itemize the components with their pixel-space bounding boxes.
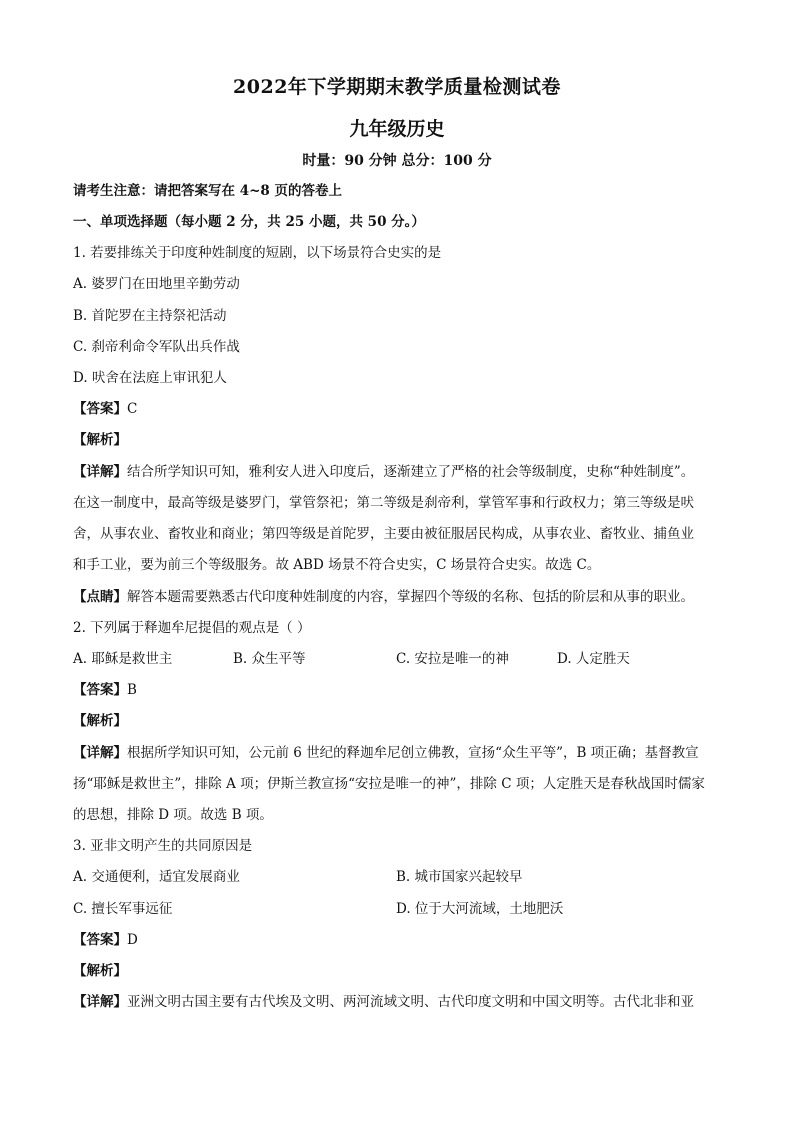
- q2-answer: [73, 681, 733, 699]
- q1-option-b: B. 首陀罗在主持祭祀活动: [73, 308, 227, 324]
- answer-tag: 【答案】: [73, 401, 127, 417]
- q1-option-a: A. 婆罗门在田地里辛勤劳动: [73, 276, 240, 292]
- q2-detail-2: 扬“耶稣是救世主”，排除 A 项；伊斯兰教宣扬“安拉是唯一的神”，排除 C 项；人定胜天是春秋战国时儒家: [73, 776, 705, 792]
- detail-tag: 【详解】: [73, 994, 127, 1010]
- q3-option-a: A. 交通便利，适宜发展商业: [73, 869, 240, 885]
- q1-detail-3: 舍，从事农业、畜牧业和商业；第四等级是首陀罗，主要由被征服居民构成，从事农业、畜牧业、捕鱼业: [73, 526, 694, 542]
- q3-option-b: B. 城市国家兴起较早: [396, 869, 523, 885]
- q1-detail-4: 和手工业，要为前三个等级服务。故 ABD 场景不符合史实，C 场景符合史实。故选 C。: [73, 557, 601, 573]
- q2-option-c: C. 安拉是唯一的神: [396, 651, 509, 667]
- q1-stem: 1. 若要排练关于印度种姓制度的短剧，以下场景符合史实的是: [73, 245, 442, 261]
- q2-detail-1: [73, 744, 733, 762]
- q3-detail-1: [73, 993, 733, 1011]
- q1-option-d: D. 吠舍在法庭上审讯犯人: [73, 370, 227, 386]
- exam-meta: 时量：90 分钟 总分：100 分: [302, 153, 492, 169]
- q2-stem: 2. 下列属于释迦牟尼提倡的观点是（ ）: [73, 620, 311, 636]
- section-heading: 一、单项选择题（每小题 2 分，共 25 小题，共 50 分。）: [73, 214, 425, 230]
- detail-text: 亚洲文明古国主要有古代埃及文明、两河流域文明、古代印度文明和中国文明等。古代北非和亚: [127, 994, 694, 1010]
- q2-analysis-tag: 【解析】: [73, 713, 127, 729]
- q3-analysis-tag: 【解析】: [73, 963, 127, 979]
- notice: 请考生注意：请把答案写在 4~8 页的答卷上: [73, 183, 342, 199]
- q1-detail-2: 在这一制度中，最高等级是婆罗门，掌管祭祀；第二等级是刹帝利，掌管军事和行政权力；第三等级是吠: [73, 495, 694, 511]
- exam-title: 2022年下学期期末教学质量检测试卷: [233, 76, 561, 98]
- detail-text: 结合所学知识可知，雅利安人进入印度后，逐渐建立了严格的社会等级制度，史称“种姓制度”。: [127, 464, 695, 480]
- tip-text: 解答本题需要熟悉古代印度种姓制度的内容，掌握四个等级的名称、包括的阶层和从事的职业。: [127, 589, 694, 605]
- q1-answer: [73, 400, 733, 418]
- q2-option-a: A. 耶稣是救世主: [73, 651, 173, 667]
- answer-value: C: [127, 401, 138, 417]
- q2-option-d: D. 人定胜天: [557, 651, 630, 667]
- answer-value: D: [127, 932, 138, 948]
- q1-detail-1: [73, 463, 733, 481]
- q1-option-c: C. 刹帝利命令军队出兵作战: [73, 339, 240, 355]
- tip-tag: 【点睛】: [73, 589, 127, 605]
- q2-detail-3: 的思想，排除 D 项。故选 B 项。: [73, 807, 273, 823]
- q3-option-c: C. 擅长军事远征: [73, 901, 173, 917]
- q1-analysis-tag: 【解析】: [73, 432, 127, 448]
- q3-stem: 3. 亚非文明产生的共同原因是: [73, 838, 253, 854]
- q3-answer: [73, 931, 733, 949]
- answer-value: B: [127, 682, 137, 698]
- exam-subtitle: 九年级历史: [349, 118, 445, 140]
- q1-tip: [73, 588, 733, 606]
- answer-tag: 【答案】: [73, 932, 127, 948]
- q3-option-d: D. 位于大河流域，土地肥沃: [396, 901, 564, 917]
- answer-tag: 【答案】: [73, 682, 127, 698]
- detail-tag: 【详解】: [73, 464, 127, 480]
- q2-option-b: B. 众生平等: [233, 651, 306, 667]
- detail-tag: 【详解】: [73, 745, 127, 761]
- detail-text: 根据所学知识可知，公元前 6 世纪的释迦牟尼创立佛教，宣扬“众生平等”，B 项正确；基督教宣: [127, 745, 699, 761]
